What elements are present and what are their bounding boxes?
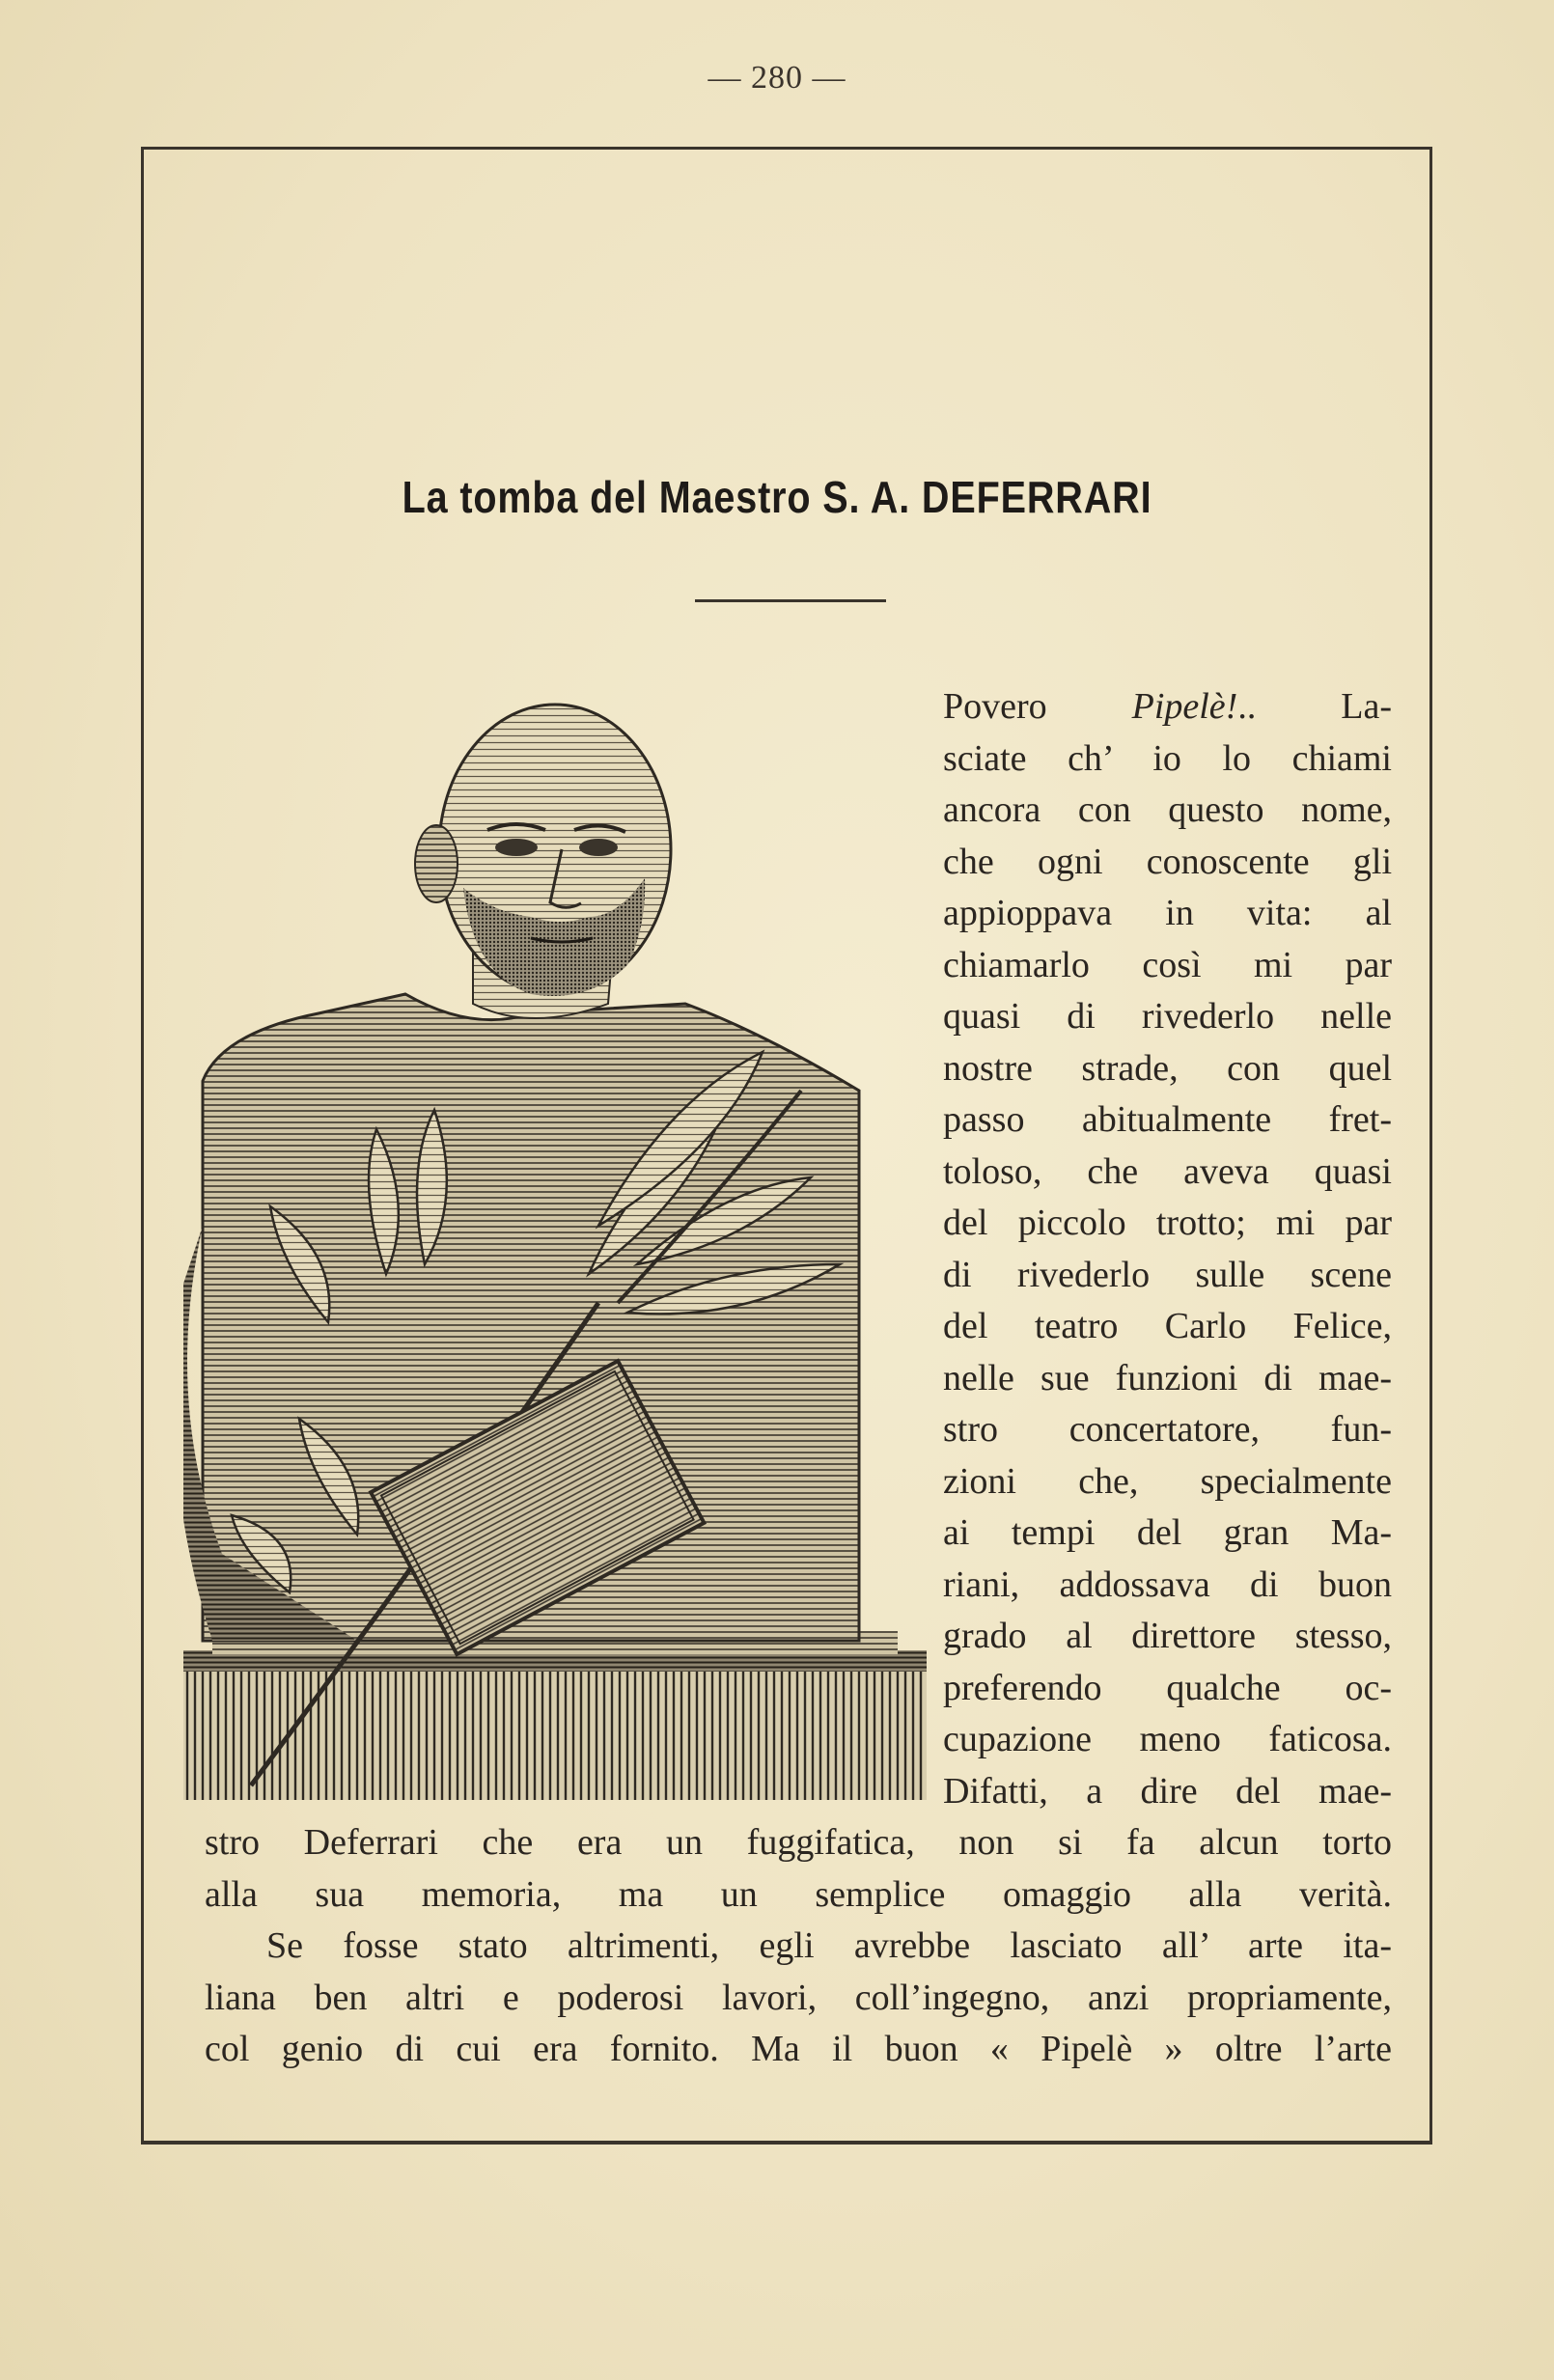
text-line: col genio di cui era fornito. Ma il buon « Pipelè » oltre l’arte <box>205 2029 1392 2069</box>
text-line: riani, addossava di buon <box>943 1564 1392 1605</box>
text-line: chiamarlo così mi par <box>943 944 1392 985</box>
text-line: cupazione meno faticosa. <box>943 1719 1392 1759</box>
text-line: del piccolo trotto; mi par <box>943 1203 1392 1243</box>
text-line: Se fosse stato altrimenti, egli avrebbe lasciato all’ arte ita- <box>266 1925 1392 1966</box>
title-rule <box>695 599 886 602</box>
text-line: appioppava in vita: al <box>943 893 1392 933</box>
text-line: alla sua memoria, ma un semplice omaggio alla verità. <box>205 1873 1392 1915</box>
article-body <box>205 681 1392 2076</box>
text-line: grado al direttore stesso, <box>943 1616 1392 1656</box>
page-number: — 280 — <box>708 60 846 96</box>
article-title: La tomba del Maestro S. A. DEFERRARI <box>402 472 1152 522</box>
text-line: di rivederlo sulle scene <box>943 1254 1392 1295</box>
text-line: nostre strade, con quel <box>943 1047 1392 1089</box>
text-line: Povero Pipelè!.. La- <box>943 686 1393 727</box>
text-line: sciate ch’ io lo chiami <box>943 737 1392 779</box>
text-line: ancora con questo nome, <box>943 789 1392 830</box>
text-line: ai tempi del gran Ma- <box>943 1512 1392 1553</box>
text-line: stro Deferrari che era un fuggifatica, non si fa alcun torto <box>205 1822 1392 1863</box>
text-line: nelle sue funzioni di mae- <box>943 1357 1392 1398</box>
text-line: zioni che, specialmente <box>943 1460 1392 1502</box>
text-line: Difatti, a dire del mae- <box>943 1770 1392 1812</box>
text-line: quasi di rivederlo nelle <box>943 996 1392 1037</box>
text-line: liana ben altri e poderosi lavori, coll’ingegno, anzi propriamente, <box>205 1977 1392 2018</box>
nickname-italic: Pipelè! <box>1131 686 1238 727</box>
text-line: del teatro Carlo Felice, <box>943 1306 1392 1346</box>
text-line: toloso, che aveva quasi <box>943 1150 1392 1192</box>
text-line: che ogni conoscente gli <box>943 841 1392 882</box>
text-line: preferendo qualche oc- <box>943 1667 1392 1708</box>
text-line: stro concertatore, fun- <box>943 1409 1392 1450</box>
text-line: passo abitualmente fret- <box>943 1099 1392 1140</box>
